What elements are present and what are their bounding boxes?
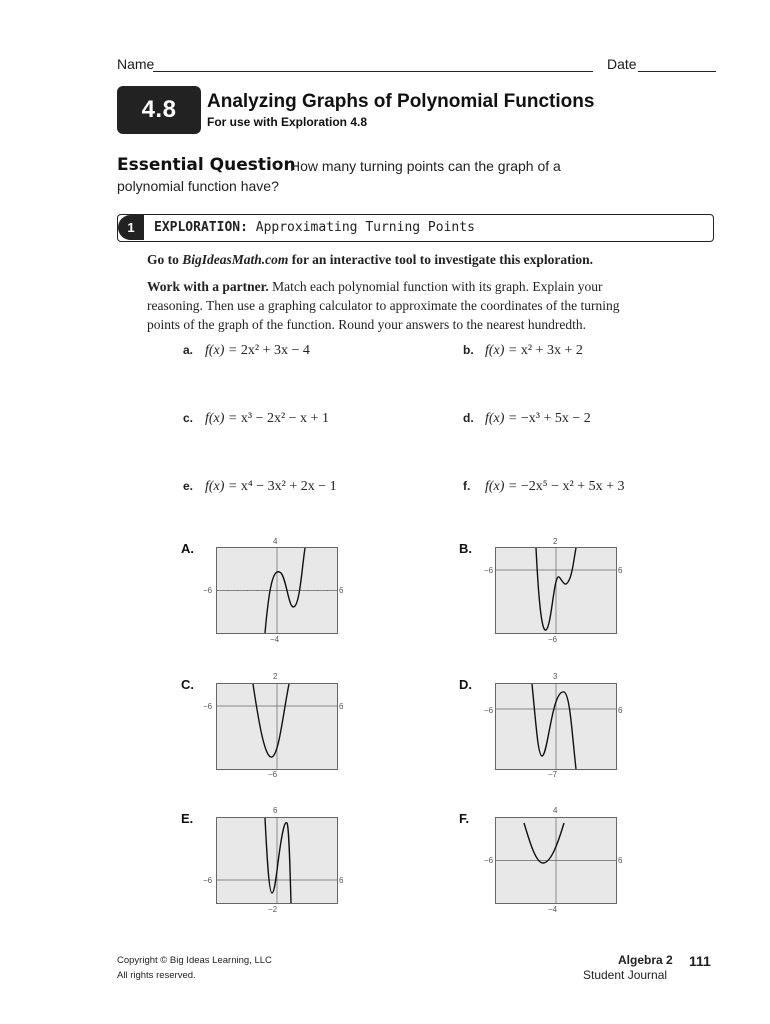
date-field-line[interactable] (638, 71, 716, 72)
graph-e-ymin: −2 (268, 905, 278, 914)
graph-e-ymax: 6 (273, 806, 278, 815)
problem-c: c. f(x) = x³ − 2x² − x + 1 (183, 411, 329, 426)
exploration-name: Approximating Turning Points (255, 220, 475, 235)
graph-a-screen (216, 547, 338, 634)
instructions-line1 (147, 277, 602, 296)
name-field-line[interactable] (153, 71, 593, 72)
graph-f-ymin: −4 (548, 905, 558, 914)
lesson-title: Analyzing Graphs of Polynomial Functions (207, 91, 595, 112)
graph-f-screen (495, 817, 617, 904)
lesson-number-badge: 4.8 (117, 86, 201, 134)
graph-b-xmin: −6 (484, 566, 494, 575)
graph-f-label: F. (459, 811, 470, 826)
graph-c-ymax: 2 (273, 672, 278, 681)
graph-b-label: B. (459, 541, 472, 556)
essential-question-line2: polynomial function have? (117, 178, 279, 194)
graph-c-ymin: −6 (268, 770, 278, 779)
graph-b-screen (495, 547, 617, 634)
graph-f-curve (524, 823, 564, 863)
partner-bold: Work with a partner. (147, 279, 269, 294)
graph-c-xmin: −6 (203, 702, 213, 711)
essential-question-heading: Essential Question (117, 155, 296, 175)
graph-e-label: E. (181, 811, 194, 826)
graph-c-curve (253, 684, 289, 757)
instructions-text1: Match each polynomial function with its graph. Explain your (272, 279, 603, 294)
instructions-line3: points of the graph of the function. Round your answers to the nearest hundredth. (147, 317, 587, 332)
graph-d-curve (532, 684, 576, 769)
book-title: Algebra 2 (618, 953, 673, 967)
journal-title: Student Journal (583, 968, 668, 982)
lesson-subtitle: For use with Exploration 4.8 (207, 115, 368, 129)
graph-f-ymax: 4 (553, 806, 558, 815)
exploration-title (154, 220, 475, 235)
graph-a-ymin: −4 (270, 635, 280, 644)
graph-c-label: C. (181, 677, 194, 692)
graph-d-ymin: −7 (548, 770, 558, 779)
graph-a-xmin: −6 (203, 586, 213, 595)
rights-text: All rights reserved. (117, 970, 196, 981)
copyright-text: Copyright © Big Ideas Learning, LLC (117, 955, 272, 966)
graph-c-xmax: 6 (339, 702, 344, 711)
graph-f-xmin: −6 (484, 856, 494, 865)
graph-a-ymax: 4 (273, 537, 278, 546)
graph-c-screen (216, 683, 338, 770)
graph-b-ymax: 2 (553, 537, 558, 546)
goto-site-link[interactable]: BigIdeasMath.com (182, 252, 289, 267)
graph-d-ymax: 3 (553, 672, 558, 681)
graph-e-screen (216, 817, 338, 904)
problem-e: e. f(x) = x⁴ − 3x² + 2x − 1 (183, 479, 337, 494)
page-number: 111 (689, 953, 711, 969)
goto-prefix: Go to (147, 252, 179, 267)
goto-line (147, 250, 593, 269)
problem-b: b. f(x) = x² + 3x + 2 (463, 343, 583, 358)
exploration-number: 1 (118, 215, 144, 240)
problem-f: f. f(x) = −2x⁵ − x² + 5x + 3 (463, 479, 625, 494)
graph-d-xmax: 6 (618, 706, 623, 715)
instructions-line2: reasoning. Then use a graphing calculator to approximate the coordinates of the turning (147, 298, 620, 313)
exploration-label: EXPLORATION: (154, 220, 248, 235)
graph-b-xmax: 6 (618, 566, 623, 575)
graph-a-xmax: 6 (339, 586, 344, 595)
date-label: Date (607, 56, 637, 72)
graph-f-xmax: 6 (618, 856, 623, 865)
graph-e-xmax: 6 (339, 876, 344, 885)
graph-b-ymin: −6 (548, 635, 558, 644)
name-label: Name (117, 56, 155, 72)
graph-d-screen (495, 683, 617, 770)
problem-a: a. f(x) = 2x² + 3x − 4 (183, 343, 310, 358)
graph-e-curve (265, 818, 291, 903)
graph-d-label: D. (459, 677, 472, 692)
problem-d: d. f(x) = −x³ + 5x − 2 (463, 411, 591, 426)
graph-e-xmin: −6 (203, 876, 213, 885)
graph-a-label: A. (181, 541, 194, 556)
goto-suffix: for an interactive tool to investigate this exploration. (291, 252, 593, 267)
graph-d-xmin: −6 (484, 706, 494, 715)
essential-question-line1: How many turning points can the graph of a (290, 158, 561, 174)
